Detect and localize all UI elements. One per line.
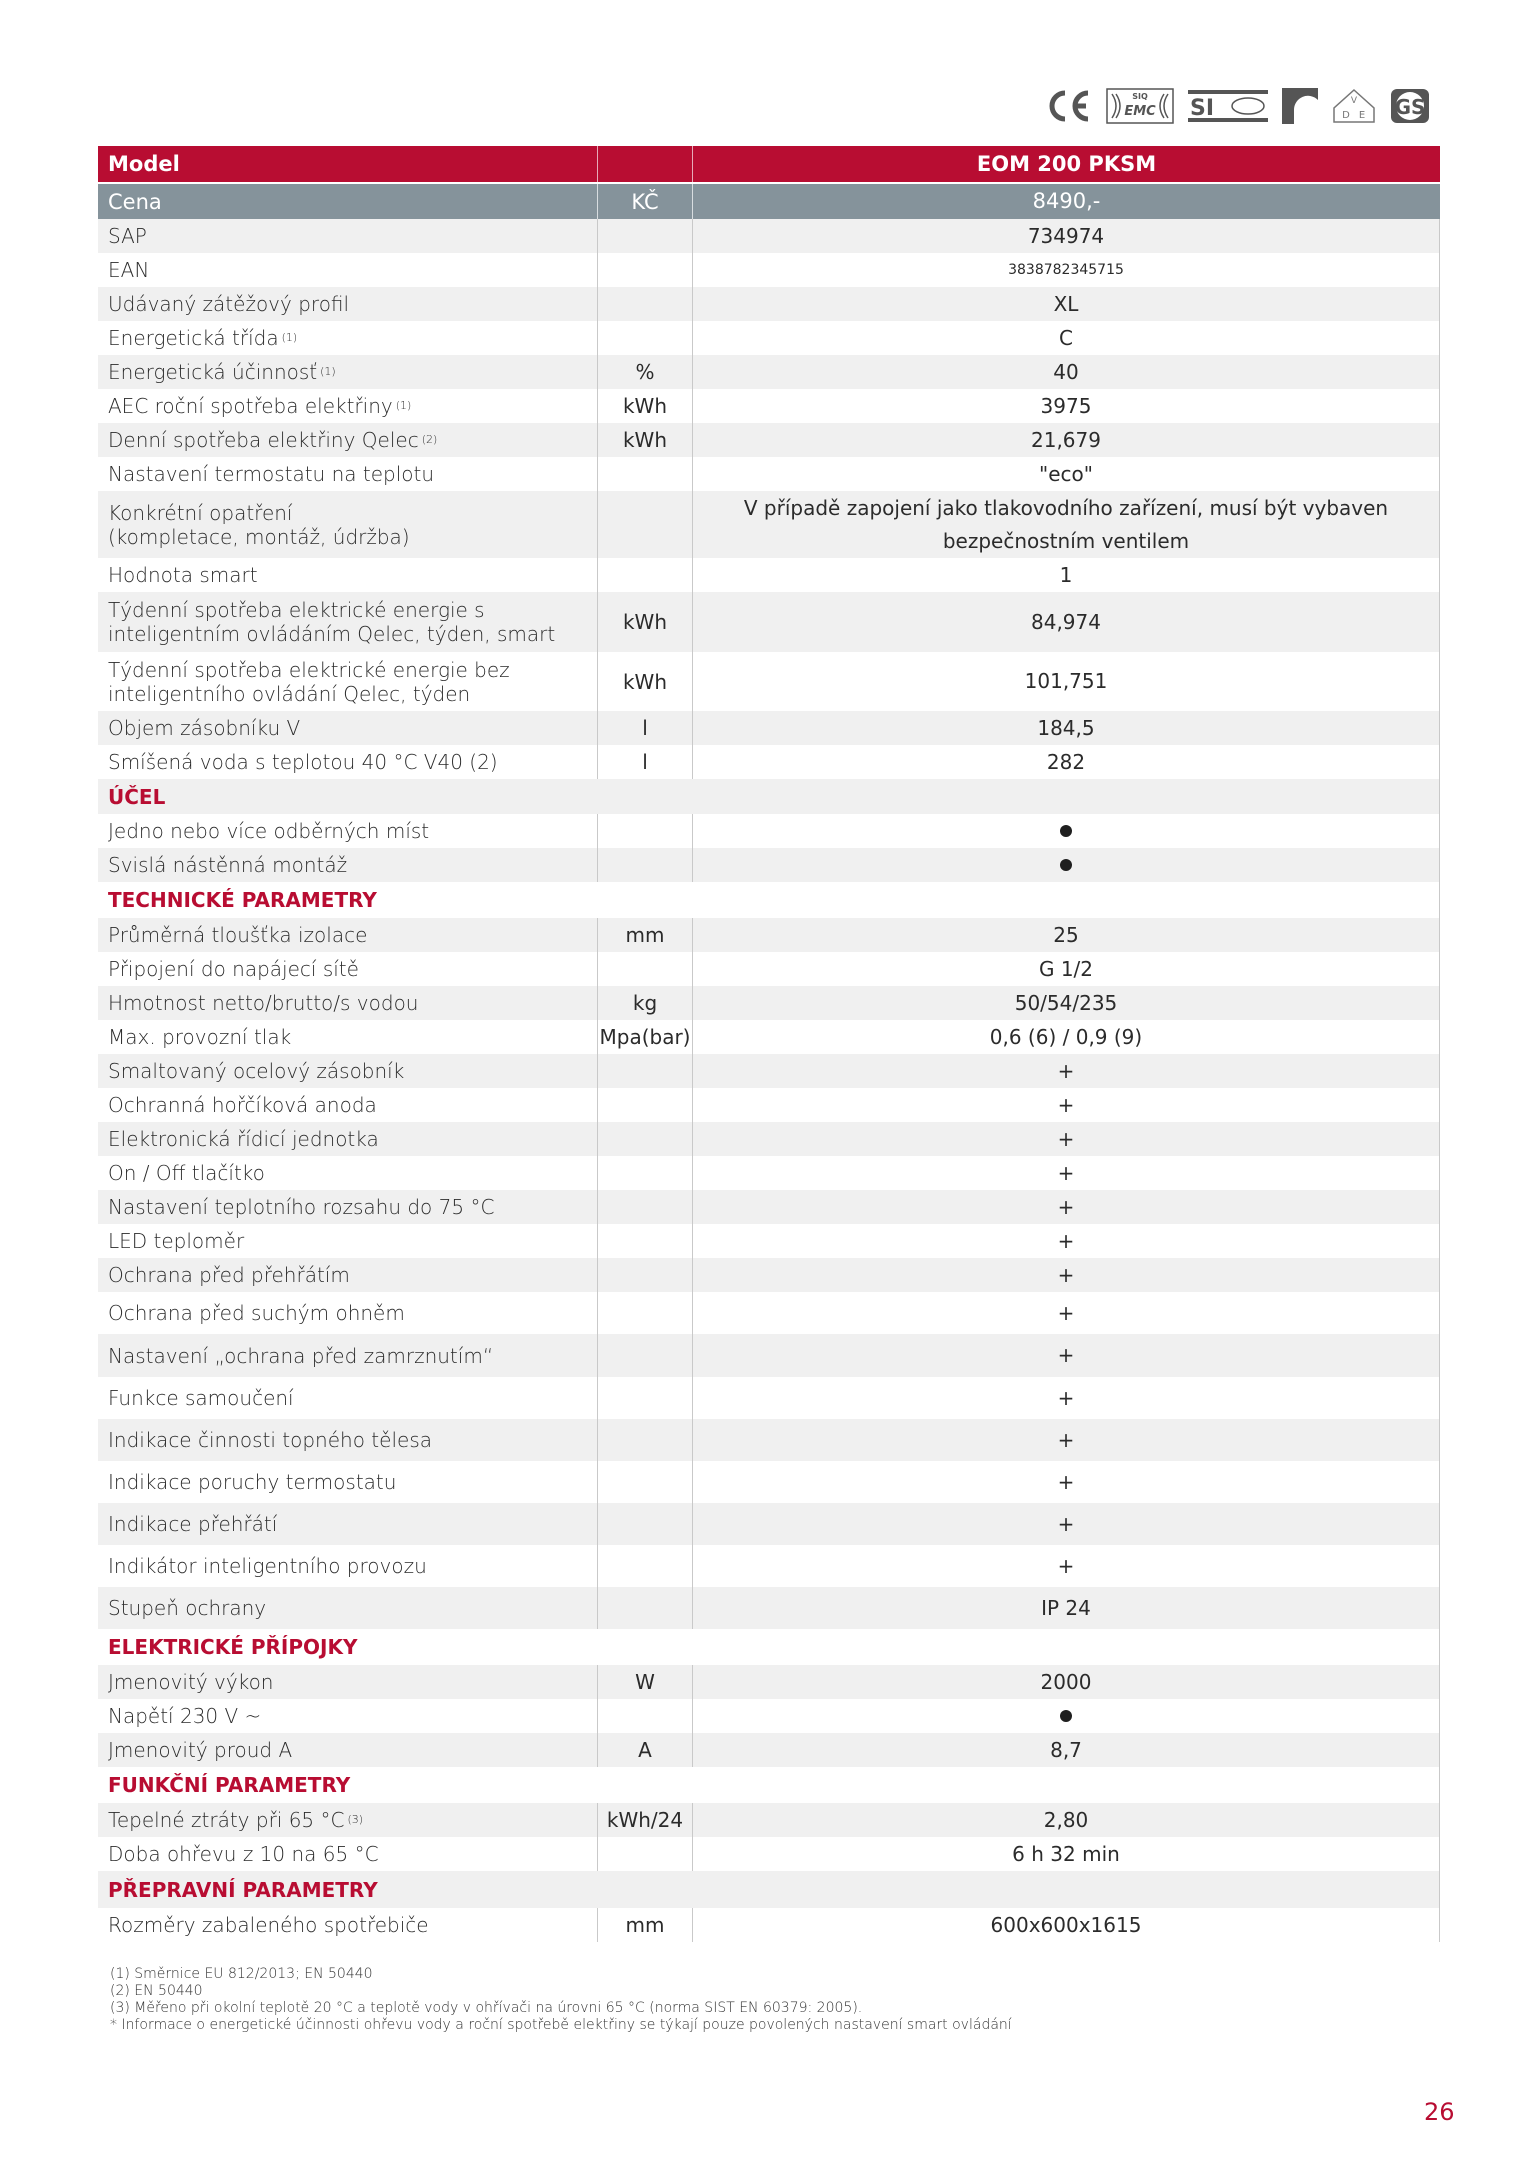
- spec-label-text: Nastavení teplotního rozsahu do 75 °C: [108, 1195, 495, 1219]
- spec-label-text: Funkce samoučení: [108, 1386, 294, 1410]
- spec-table: [98, 146, 1440, 1942]
- spec-label: [98, 1054, 597, 1088]
- spec-row: [98, 1908, 1440, 1942]
- spec-unit: [597, 253, 692, 287]
- spec-label-text: Smíšená voda s teplotou 40 °C V40 (2): [108, 750, 498, 774]
- spec-row: [98, 1334, 1440, 1377]
- spec-label-line: (kompletace, montáž, údržba): [108, 524, 410, 549]
- spec-label: [98, 1699, 597, 1733]
- spec-label-text: Jmenovitý výkon: [108, 1670, 274, 1694]
- svg-text:GS: GS: [1394, 95, 1426, 119]
- spec-value: +: [692, 1190, 1440, 1224]
- spec-unit: l: [597, 711, 692, 745]
- spec-label: Energetická třída (1): [108, 326, 298, 350]
- spec-label: [98, 918, 597, 952]
- siq-emc-icon: [1106, 86, 1174, 126]
- spec-label-line: inteligentního ovládání Qelec, týden: [108, 681, 471, 706]
- gs-mark-icon: [1390, 86, 1430, 126]
- spec-label: [98, 253, 597, 287]
- spec-label: [98, 287, 597, 321]
- spec-value: +: [692, 1258, 1440, 1292]
- model-label: Model: [108, 152, 180, 176]
- spec-label: [98, 1587, 597, 1629]
- spec-unit: kWh: [597, 423, 692, 457]
- spec-row: [98, 1803, 1440, 1837]
- section-title: ELEKTRICKÉ PŘÍPOJKY: [108, 1635, 358, 1659]
- spec-row: [98, 1733, 1440, 1767]
- section-header-row: [98, 882, 1440, 918]
- spec-label-text: Ochrana před suchým ohněm: [108, 1301, 405, 1325]
- spec-row: [98, 253, 1440, 287]
- spec-label-text: Ochrana před přehřátím: [108, 1263, 350, 1287]
- spec-row: [98, 1665, 1440, 1699]
- spec-label: [98, 1545, 597, 1587]
- spec-row: [98, 814, 1440, 848]
- spec-row: [98, 219, 1440, 253]
- spec-value: +: [692, 1224, 1440, 1258]
- spec-label-text: Indikace činnosti topného tělesa: [108, 1428, 432, 1452]
- spec-unit: [597, 321, 692, 355]
- spec-value: IP 24: [692, 1587, 1440, 1629]
- spec-value: 50/54/235: [692, 986, 1440, 1020]
- model-header-row: [98, 146, 1440, 182]
- spec-value: +: [692, 1419, 1440, 1461]
- spec-row: [98, 652, 1440, 711]
- spec-unit: [597, 848, 692, 882]
- price-value: 8490,-: [692, 184, 1440, 219]
- spec-unit: %: [597, 355, 692, 389]
- spec-value: 84,974: [692, 592, 1440, 652]
- spec-unit: [597, 1088, 692, 1122]
- spec-label-text: Indikace přehřátí: [108, 1512, 278, 1536]
- spec-unit: [597, 1122, 692, 1156]
- svg-text:SIQ: SIQ: [1132, 92, 1148, 101]
- spec-label: [98, 1258, 597, 1292]
- spec-label-text: Nastavení termostatu na teplotu: [108, 462, 435, 486]
- spec-value: 0,6 (6) / 0,9 (9): [692, 1020, 1440, 1054]
- spec-unit: Mpa(bar): [597, 1020, 692, 1054]
- spec-label: [98, 711, 597, 745]
- spec-label-text: Napětí 230 V ~: [108, 1704, 262, 1728]
- spec-label: Energetická účinnosť (1): [108, 360, 336, 384]
- spec-label: [98, 219, 597, 253]
- spec-row: [98, 389, 1440, 423]
- spec-row: [98, 1020, 1440, 1054]
- spec-value: +: [692, 1377, 1440, 1419]
- spec-label: [98, 814, 597, 848]
- spec-value: 21,679: [692, 423, 1440, 457]
- spec-label-text: Svislá nástěnná montáž: [108, 853, 348, 877]
- spec-value: "eco": [692, 457, 1440, 491]
- footnote-4: * Informace o energetické účinnosti ohřevu vody a roční spotřebě elektřiny se týkají pouze povolených nastavení smart ovládání: [110, 2017, 1012, 2033]
- spec-label: [98, 491, 597, 558]
- spec-unit: [597, 1699, 692, 1733]
- spec-row: [98, 952, 1440, 986]
- spec-label-line: Týdenní spotřeba elektrické energie bez: [108, 657, 510, 682]
- spec-row: [98, 592, 1440, 652]
- filled-dot-icon: [1060, 859, 1072, 871]
- spec-row: [98, 1461, 1440, 1503]
- spec-label: [98, 1224, 597, 1258]
- spec-unit: [597, 1587, 692, 1629]
- spec-row: [98, 1156, 1440, 1190]
- spec-label: [98, 986, 597, 1020]
- spec-row: [98, 1545, 1440, 1587]
- spec-value: +: [692, 1088, 1440, 1122]
- spec-value: 3838782345715: [692, 253, 1440, 287]
- spec-row: [98, 1377, 1440, 1419]
- spec-unit: kg: [597, 986, 692, 1020]
- spec-unit: [597, 1334, 692, 1377]
- spec-unit: [597, 1461, 692, 1503]
- page-number: 26: [1424, 2098, 1455, 2126]
- spec-label-text: Hmotnost netto/brutto/s vodou: [108, 991, 419, 1015]
- spec-row: [98, 491, 1440, 558]
- spec-row: [98, 355, 1440, 389]
- bullet-icon: [692, 848, 1440, 882]
- spec-label: [98, 952, 597, 986]
- spec-label: [98, 1190, 597, 1224]
- spec-label: [98, 592, 597, 652]
- spec-unit: [597, 1156, 692, 1190]
- spec-label-text: Indikátor inteligentního provozu: [108, 1554, 427, 1578]
- section-header-row: [98, 1871, 1440, 1908]
- spec-unit: l: [597, 745, 692, 779]
- spec-value: +: [692, 1292, 1440, 1334]
- spec-unit: [597, 1419, 692, 1461]
- model-name: EOM 200 PKSM: [692, 146, 1440, 182]
- spec-label-text: Ochranná hořčíková anoda: [108, 1093, 377, 1117]
- spec-value: 6 h 32 min: [692, 1837, 1440, 1871]
- spec-label-text: Indikace poruchy termostatu: [108, 1470, 397, 1494]
- spec-row: [98, 1258, 1440, 1292]
- spec-row: [98, 321, 1440, 355]
- spec-label-text: Doba ohřevu z 10 na 65 °C: [108, 1842, 379, 1866]
- spec-label-text: Energetická třída: [108, 326, 279, 350]
- spec-label-text: Hodnota smart: [108, 563, 258, 587]
- filled-dot-icon: [1060, 825, 1072, 837]
- spec-label-line: inteligentním ovládáním Qelec, týden, smart: [108, 622, 556, 646]
- spec-row: [98, 745, 1440, 779]
- footnote-2: (2) EN 50440: [110, 1983, 203, 1999]
- spec-label: [98, 1908, 597, 1942]
- spec-label: [98, 1665, 597, 1699]
- spec-label-text: Nastavení „ochrana před zamrznutím“: [108, 1343, 494, 1368]
- spec-label: [98, 848, 597, 882]
- footnotes: [110, 1966, 1012, 2034]
- spec-row: [98, 1587, 1440, 1629]
- spec-label-text: Připojení do napájecí sítě: [108, 957, 359, 981]
- spec-label: [98, 745, 597, 779]
- spec-label-text: SAP: [108, 224, 147, 248]
- spec-label-text: Denní spotřeba elektřiny Qelec: [108, 428, 419, 452]
- spec-label-text: On / Off tlačítko: [108, 1161, 265, 1185]
- spec-label-line: Konkrétní opatření: [108, 500, 293, 525]
- spec-label: [98, 1733, 597, 1767]
- svg-text:V: V: [1350, 96, 1358, 106]
- spec-value: +: [692, 1054, 1440, 1088]
- svg-text:E: E: [1358, 110, 1366, 121]
- spec-row: [98, 1054, 1440, 1088]
- spec-value: 282: [692, 745, 1440, 779]
- spec-value: +: [692, 1122, 1440, 1156]
- filled-dot-icon: [1060, 1710, 1072, 1722]
- footnote-1: (1) Směrnice EU 812/2013; EN 50440: [110, 1966, 373, 1982]
- section-title: PŘEPRAVNÍ PARAMETRY: [108, 1877, 378, 1902]
- spec-label-text: Tepelné ztráty při 65 °C: [108, 1808, 345, 1832]
- spec-label-text: Jmenovitý proud A: [108, 1738, 293, 1762]
- spec-unit: [597, 1190, 692, 1224]
- spec-label: [98, 1377, 597, 1419]
- spec-label-text: Rozměry zabaleného spotřebiče: [108, 1913, 429, 1937]
- spec-unit: [597, 1837, 692, 1871]
- spec-label: [98, 1461, 597, 1503]
- spec-unit: [597, 1292, 692, 1334]
- spec-label: [98, 652, 597, 711]
- spec-value: 3975: [692, 389, 1440, 423]
- spec-label: AEC roční spotřeba elektřiny (1): [108, 394, 412, 418]
- vde-mark-icon: [1332, 86, 1376, 126]
- si-mark-icon: [1188, 86, 1268, 126]
- spec-label: [98, 1156, 597, 1190]
- spec-unit: W: [597, 1665, 692, 1699]
- bullet-icon: [692, 1699, 1440, 1733]
- section-header-row: [98, 1629, 1440, 1665]
- spec-unit: [597, 814, 692, 848]
- spec-label-text: LED teploměr: [108, 1229, 245, 1253]
- spec-label-text: AEC roční spotřeba elektřiny: [108, 394, 393, 418]
- bullet-icon: [692, 814, 1440, 848]
- spec-unit: [597, 1258, 692, 1292]
- price-unit: KČ: [597, 184, 692, 219]
- spec-value: C: [692, 321, 1440, 355]
- spec-value: 600x600x1615: [692, 1908, 1440, 1942]
- spec-unit: [597, 1224, 692, 1258]
- spec-value: 101,751: [692, 652, 1440, 711]
- spec-row: [98, 287, 1440, 321]
- spec-row: [98, 1190, 1440, 1224]
- spec-value: 25: [692, 918, 1440, 952]
- spec-row: [98, 986, 1440, 1020]
- spec-label-text: Max. provozní tlak: [108, 1025, 292, 1049]
- spec-label-text: Udávaný zátěžový profil: [108, 292, 350, 316]
- spec-value: G 1/2: [692, 952, 1440, 986]
- spec-label: [98, 1837, 597, 1871]
- spec-label: [98, 1419, 597, 1461]
- spec-row: [98, 711, 1440, 745]
- spec-unit: [597, 287, 692, 321]
- spec-row: [98, 848, 1440, 882]
- spec-value: 1: [692, 558, 1440, 592]
- section-title: TECHNICKÉ PARAMETRY: [108, 888, 377, 912]
- spec-label-text: Smaltovaný ocelový zásobník: [108, 1059, 405, 1083]
- spec-row: [98, 1292, 1440, 1334]
- spec-label-text: Energetická účinnosť: [108, 360, 318, 384]
- spec-row: [98, 1837, 1440, 1871]
- spec-label: [98, 1334, 597, 1377]
- spec-unit: mm: [597, 1908, 692, 1942]
- spec-label-text: Stupeň ochrany: [108, 1596, 267, 1620]
- spec-label-text: Průměrná tloušťka izolace: [108, 923, 368, 947]
- spec-label-line: Týdenní spotřeba elektrické energie s: [108, 598, 485, 622]
- spec-value: +: [692, 1503, 1440, 1545]
- spec-label: [98, 457, 597, 491]
- spec-label: [98, 1020, 597, 1054]
- spec-row: [98, 1088, 1440, 1122]
- spec-row: [98, 1224, 1440, 1258]
- spec-unit: A: [597, 1733, 692, 1767]
- spec-value: XL: [692, 287, 1440, 321]
- spec-unit: [597, 457, 692, 491]
- spec-label: Denní spotřeba elektřiny Qelec (2): [108, 428, 438, 452]
- spec-row: [98, 558, 1440, 592]
- spec-label: [98, 1292, 597, 1334]
- spec-value: 184,5: [692, 711, 1440, 745]
- spec-value: 2000: [692, 1665, 1440, 1699]
- spec-unit: [597, 1054, 692, 1088]
- spec-unit: [597, 491, 692, 558]
- arc-mark-icon: [1282, 86, 1318, 126]
- spec-value: +: [692, 1545, 1440, 1587]
- spec-unit: kWh/24: [597, 1803, 692, 1837]
- spec-row: [98, 423, 1440, 457]
- spec-unit: [597, 1545, 692, 1587]
- spec-unit: [597, 952, 692, 986]
- spec-unit: [597, 219, 692, 253]
- spec-row: [98, 457, 1440, 491]
- spec-unit: [597, 558, 692, 592]
- spec-rows: [98, 219, 1440, 1942]
- section-header-row: [98, 779, 1440, 814]
- section-title: FUNKČNÍ PARAMETRY: [108, 1773, 351, 1797]
- spec-value: +: [692, 1156, 1440, 1190]
- spec-label-text: Elektronická řídicí jednotka: [108, 1127, 379, 1151]
- spec-row: [98, 1122, 1440, 1156]
- spec-unit: [597, 1503, 692, 1545]
- price-row: [98, 182, 1440, 219]
- spec-unit: [597, 1377, 692, 1419]
- spec-row: [98, 1503, 1440, 1545]
- spec-row: [98, 918, 1440, 952]
- footnote-3: (3) Měřeno při okolní teplotě 20 °C a teplotě vody v ohřívači na úrovni 65 °C (norma SIST EN 60379: 2005).: [110, 2000, 863, 2016]
- spec-label: Tepelné ztráty při 65 °C (3): [108, 1808, 364, 1832]
- spec-label: [98, 1122, 597, 1156]
- spec-value: 8,7: [692, 1733, 1440, 1767]
- spec-value: V případě zapojení jako tlakovodního zařízení, musí být vybaven bezpečnostním ventilem: [692, 491, 1440, 558]
- ce-mark-icon: [1046, 86, 1092, 126]
- svg-text:EMC: EMC: [1124, 104, 1156, 119]
- spec-value: +: [692, 1461, 1440, 1503]
- section-header-row: [98, 1767, 1440, 1803]
- svg-text:SI: SI: [1190, 96, 1215, 121]
- svg-text:D: D: [1342, 110, 1350, 121]
- spec-row: [98, 1419, 1440, 1461]
- spec-value: 40: [692, 355, 1440, 389]
- spec-unit: mm: [597, 918, 692, 952]
- spec-unit: kWh: [597, 389, 692, 423]
- spec-row: [98, 1699, 1440, 1733]
- price-label: Cena: [108, 189, 162, 214]
- spec-label: [98, 1088, 597, 1122]
- spec-value: 734974: [692, 219, 1440, 253]
- spec-value: 2,80: [692, 1803, 1440, 1837]
- spec-label-text: EAN: [108, 258, 150, 282]
- spec-label-text: Jedno nebo více odběrných míst: [108, 819, 430, 843]
- spec-label-text: Objem zásobníku V: [108, 716, 301, 740]
- spec-label: [98, 1503, 597, 1545]
- unit-header: [597, 146, 692, 182]
- spec-unit: kWh: [597, 652, 692, 711]
- section-title: ÚČEL: [108, 784, 166, 809]
- spec-label: [98, 558, 597, 592]
- spec-unit: kWh: [597, 592, 692, 652]
- certification-logos: [1046, 84, 1430, 128]
- spec-value: +: [692, 1334, 1440, 1377]
